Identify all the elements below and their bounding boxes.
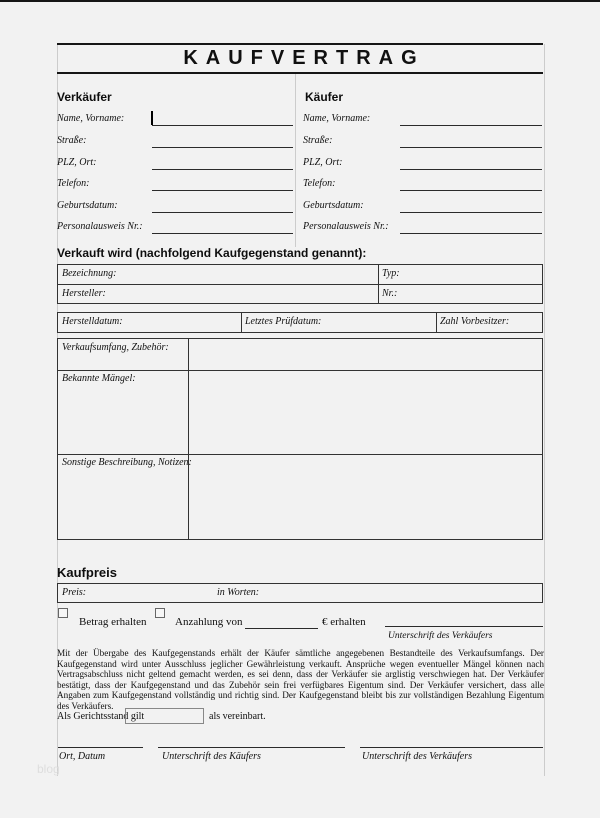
betrag-checkbox[interactable] bbox=[58, 608, 68, 618]
seller-signature-label: Unterschrift des Verkäufers bbox=[362, 751, 472, 762]
seller-plz-ort-input[interactable] bbox=[152, 169, 293, 170]
item-table-col-divider bbox=[378, 265, 379, 303]
buyer-strasse-input[interactable] bbox=[400, 147, 542, 148]
herstelldatum-input[interactable] bbox=[130, 313, 240, 330]
buyer-name-input[interactable] bbox=[400, 125, 542, 126]
vorbesitzer-label: Zahl Vorbesitzer: bbox=[440, 316, 510, 327]
seller-plz-ort-label: PLZ, Ort: bbox=[57, 157, 97, 168]
ort-datum-signature-line[interactable] bbox=[58, 747, 143, 748]
maengel-label: Bekannte Mängel: bbox=[62, 373, 136, 384]
buyer-signature-label: Unterschrift des Käufers bbox=[162, 751, 261, 762]
party-column-divider bbox=[295, 72, 296, 247]
buyer-ausweis-input[interactable] bbox=[400, 233, 542, 234]
price-seller-signature-label: Unterschrift des Verkäufers bbox=[388, 631, 493, 641]
buyer-plz-ort-label: PLZ, Ort: bbox=[303, 157, 343, 168]
in-worten-input[interactable] bbox=[262, 584, 540, 600]
anzahlung-amount-input[interactable] bbox=[245, 628, 318, 629]
page-top-rule bbox=[0, 0, 600, 2]
buyer-signature-line[interactable] bbox=[158, 747, 345, 748]
watermark-text: blog bbox=[37, 762, 60, 776]
buyer-ausweis-label: Personalausweis Nr.: bbox=[303, 221, 389, 232]
seller-geburtsdatum-label: Geburtsdatum: bbox=[57, 200, 118, 211]
preis-input[interactable] bbox=[90, 584, 210, 600]
gerichtsstand-input[interactable] bbox=[125, 708, 204, 724]
dates-table-divider-1 bbox=[241, 313, 242, 332]
notizen-input[interactable] bbox=[189, 455, 540, 536]
buyer-telefon-input[interactable] bbox=[400, 190, 542, 191]
bezeichnung-input[interactable] bbox=[135, 265, 375, 283]
seller-name-input[interactable] bbox=[152, 125, 293, 126]
dates-table-divider-2 bbox=[436, 313, 437, 332]
text-cursor bbox=[151, 111, 153, 125]
seller-ausweis-input[interactable] bbox=[152, 233, 293, 234]
buyer-telefon-label: Telefon: bbox=[303, 178, 336, 189]
seller-telefon-input[interactable] bbox=[152, 190, 293, 191]
item-section-heading: Verkauft wird (nachfolgend Kaufgegenstand genannt): bbox=[57, 246, 367, 260]
terms-paragraph: Mit der Übergabe des Kaufgegenstands erhält der Käufer sämtliche angegebenen Bestandteile des Verkaufsumfangs. Der Kaufgegenstand wird unter Ausschluss jeglicher Gewährleistung verkauft. Ansprüche wegen eventueller Mängel können nach Vertragsabschluss nicht geltend gemacht werden, es sei denn, dass der Verkäufer sie arglistig verschwiegen hat. Der Verkäufer bestätigt, dass der Kaufgegenstand und das Zubehör sein frei verfügbares Eigentum sind. Der Verkäufer versichert, dass alle Angaben zum Kaufgegenstand vollständig und richtig sind. Der Kaufgegenstand bleibt bis zur vollständigen Bezahlung Eigentum des Verkäufers. bbox=[57, 648, 544, 711]
anzahlung-suffix-label: € erhalten bbox=[322, 616, 366, 628]
seller-heading: Verkäufer bbox=[57, 90, 112, 104]
buyer-geburtsdatum-input[interactable] bbox=[400, 212, 542, 213]
seller-strasse-input[interactable] bbox=[152, 147, 293, 148]
hersteller-input[interactable] bbox=[135, 284, 375, 302]
vorbesitzer-input[interactable] bbox=[512, 313, 540, 330]
anzahlung-checkbox[interactable] bbox=[155, 608, 165, 618]
hersteller-label: Hersteller: bbox=[62, 288, 106, 299]
buyer-plz-ort-input[interactable] bbox=[400, 169, 542, 170]
gerichtsstand-prefix-label: Als Gerichtsstand gilt bbox=[57, 711, 145, 722]
bezeichnung-label: Bezeichnung: bbox=[62, 268, 117, 279]
umfang-label: Verkaufsumfang, Zubehör: bbox=[62, 342, 169, 353]
seller-signature-line[interactable] bbox=[360, 747, 543, 748]
price-seller-signature-line[interactable] bbox=[385, 626, 543, 627]
seller-strasse-label: Straße: bbox=[57, 135, 87, 146]
seller-telefon-label: Telefon: bbox=[57, 178, 90, 189]
anzahlung-label: Anzahlung von bbox=[175, 616, 243, 628]
pruefdatum-label: Letztes Prüfdatum: bbox=[245, 316, 322, 327]
pruefdatum-input[interactable] bbox=[330, 313, 435, 330]
title-box bbox=[57, 43, 543, 74]
nr-input[interactable] bbox=[405, 284, 540, 302]
maengel-input[interactable] bbox=[189, 371, 540, 452]
gerichtsstand-suffix-label: als vereinbart. bbox=[209, 711, 266, 722]
seller-ausweis-label: Personalausweis Nr.: bbox=[57, 221, 143, 232]
umfang-input[interactable] bbox=[189, 339, 540, 368]
betrag-label: Betrag erhalten bbox=[79, 616, 147, 628]
ort-datum-label: Ort, Datum bbox=[59, 751, 106, 762]
nr-label: Nr.: bbox=[382, 288, 398, 299]
seller-name-label: Name, Vorname: bbox=[57, 113, 125, 124]
typ-label: Typ: bbox=[382, 268, 400, 279]
buyer-strasse-label: Straße: bbox=[303, 135, 333, 146]
notizen-label: Sonstige Beschreibung, Notizen: bbox=[62, 457, 192, 468]
preis-label: Preis: bbox=[62, 587, 87, 598]
herstelldatum-label: Herstelldatum: bbox=[62, 316, 123, 327]
in-worten-label: in Worten: bbox=[217, 587, 260, 598]
price-heading: Kaufpreis bbox=[57, 565, 117, 580]
typ-input[interactable] bbox=[405, 265, 540, 283]
buyer-name-label: Name, Vorname: bbox=[303, 113, 371, 124]
page-title: KAUFVERTRAG bbox=[183, 47, 425, 69]
seller-geburtsdatum-input[interactable] bbox=[152, 212, 293, 213]
buyer-heading: Käufer bbox=[305, 90, 344, 104]
buyer-geburtsdatum-label: Geburtsdatum: bbox=[303, 200, 364, 211]
page-right-border bbox=[544, 44, 545, 776]
